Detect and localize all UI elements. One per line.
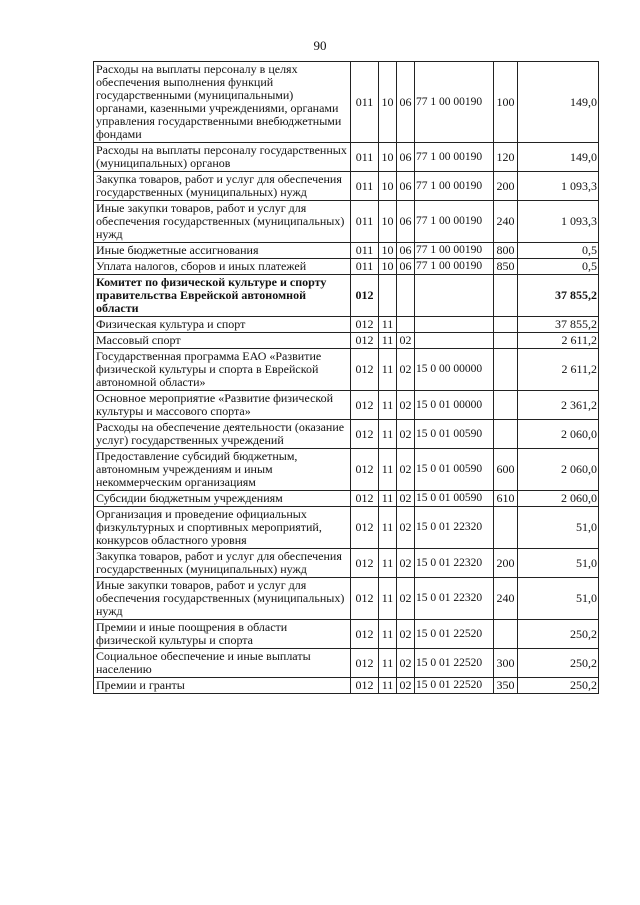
- budget-table-body: [94, 62, 599, 694]
- amount: 149,0: [518, 143, 599, 172]
- expense-type-code: [494, 333, 518, 349]
- expense-type-code: [494, 391, 518, 420]
- subsection-code: 02: [397, 349, 415, 391]
- amount: 250,2: [518, 620, 599, 649]
- table-row: [94, 507, 599, 549]
- expense-type-code: 300: [494, 649, 518, 678]
- amount: 37 855,2: [518, 275, 599, 317]
- subsection-code: 02: [397, 391, 415, 420]
- amount: 2 060,0: [518, 491, 599, 507]
- expense-type-code: [494, 317, 518, 333]
- section-code: 10: [379, 62, 397, 143]
- admin-code: 012: [351, 275, 379, 317]
- section-code: 10: [379, 143, 397, 172]
- table-row: [94, 649, 599, 678]
- target-article-code: [415, 275, 494, 317]
- section-code: 11: [379, 491, 397, 507]
- row-name: Премии и иные поощрения в области физической культуры и спорта: [94, 620, 351, 649]
- subsection-code: 06: [397, 243, 415, 259]
- table-row: [94, 549, 599, 578]
- subsection-code: 06: [397, 62, 415, 143]
- admin-code: 012: [351, 649, 379, 678]
- amount: 250,2: [518, 649, 599, 678]
- row-name: Массовый спорт: [94, 333, 351, 349]
- target-article-code: 77 1 00 00190: [415, 243, 494, 259]
- section-code: 10: [379, 243, 397, 259]
- expense-type-code: [494, 420, 518, 449]
- row-name: Государственная программа ЕАО «Развитие физической культуры и спорта в Еврейской автономной области»: [94, 349, 351, 391]
- table-row: [94, 62, 599, 143]
- admin-code: 011: [351, 259, 379, 275]
- table-row: [94, 259, 599, 275]
- section-code: 11: [379, 349, 397, 391]
- admin-code: 012: [351, 420, 379, 449]
- table-row: [94, 275, 599, 317]
- section-code: 10: [379, 172, 397, 201]
- target-article-code: 77 1 00 00190: [415, 201, 494, 243]
- table-row: [94, 243, 599, 259]
- table-row: [94, 620, 599, 649]
- section-code: 11: [379, 333, 397, 349]
- row-name: Организация и проведение официальных физкультурных и спортивных мероприятий, конкурсов областного уровня: [94, 507, 351, 549]
- table-row: [94, 143, 599, 172]
- section-code: 11: [379, 549, 397, 578]
- row-name: Основное мероприятие «Развитие физической культуры и массового спорта»: [94, 391, 351, 420]
- subsection-code: [397, 317, 415, 333]
- amount: 51,0: [518, 507, 599, 549]
- admin-code: 012: [351, 507, 379, 549]
- budget-table: [93, 61, 599, 694]
- expense-type-code: 800: [494, 243, 518, 259]
- subsection-code: 02: [397, 507, 415, 549]
- target-article-code: 77 1 00 00190: [415, 62, 494, 143]
- admin-code: 012: [351, 317, 379, 333]
- row-name: Предоставление субсидий бюджетным, автономным учреждениям и иным некоммерческим организациям: [94, 449, 351, 491]
- row-name: Иные бюджетные ассигнования: [94, 243, 351, 259]
- expense-type-code: 350: [494, 678, 518, 694]
- subsection-code: [397, 275, 415, 317]
- target-article-code: 77 1 00 00190: [415, 259, 494, 275]
- section-code: 11: [379, 449, 397, 491]
- admin-code: 012: [351, 333, 379, 349]
- table-row: [94, 420, 599, 449]
- target-article-code: 15 0 01 00590: [415, 449, 494, 491]
- target-article-code: 15 0 01 00590: [415, 491, 494, 507]
- expense-type-code: 200: [494, 549, 518, 578]
- row-name: Уплата налогов, сборов и иных платежей: [94, 259, 351, 275]
- row-name: Субсидии бюджетным учреждениям: [94, 491, 351, 507]
- expense-type-code: 240: [494, 201, 518, 243]
- expense-type-code: 240: [494, 578, 518, 620]
- page-number: 90: [313, 38, 327, 53]
- row-name: Физическая культура и спорт: [94, 317, 351, 333]
- section-code: 11: [379, 391, 397, 420]
- expense-type-code: 200: [494, 172, 518, 201]
- expense-type-code: 100: [494, 62, 518, 143]
- amount: 149,0: [518, 62, 599, 143]
- admin-code: 012: [351, 391, 379, 420]
- section-code: 11: [379, 678, 397, 694]
- admin-code: 011: [351, 143, 379, 172]
- subsection-code: 06: [397, 259, 415, 275]
- amount: 2 060,0: [518, 420, 599, 449]
- amount: 0,5: [518, 259, 599, 275]
- row-name: Закупка товаров, работ и услуг для обеспечения государственных (муниципальных) нужд: [94, 172, 351, 201]
- row-name: Расходы на выплаты персоналу государственных (муниципальных) органов: [94, 143, 351, 172]
- section-code: 10: [379, 259, 397, 275]
- amount: 51,0: [518, 578, 599, 620]
- section-code: [379, 275, 397, 317]
- amount: 51,0: [518, 549, 599, 578]
- subsection-code: 02: [397, 678, 415, 694]
- section-code: 11: [379, 649, 397, 678]
- row-name: Иные закупки товаров, работ и услуг для обеспечения государственных (муниципальных) нужд: [94, 201, 351, 243]
- amount: 0,5: [518, 243, 599, 259]
- table-row: [94, 491, 599, 507]
- target-article-code: 15 0 01 22320: [415, 507, 494, 549]
- expense-type-code: 610: [494, 491, 518, 507]
- row-name: Премии и гранты: [94, 678, 351, 694]
- target-article-code: 15 0 00 00000: [415, 349, 494, 391]
- admin-code: 012: [351, 678, 379, 694]
- target-article-code: 77 1 00 00190: [415, 143, 494, 172]
- section-code: 10: [379, 201, 397, 243]
- target-article-code: 15 0 01 22520: [415, 649, 494, 678]
- admin-code: 011: [351, 201, 379, 243]
- amount: 37 855,2: [518, 317, 599, 333]
- amount: 2 060,0: [518, 449, 599, 491]
- subsection-code: 02: [397, 449, 415, 491]
- row-name: Закупка товаров, работ и услуг для обеспечения государственных (муниципальных) нужд: [94, 549, 351, 578]
- subsection-code: 02: [397, 333, 415, 349]
- admin-code: 011: [351, 62, 379, 143]
- subsection-code: 02: [397, 491, 415, 507]
- subsection-code: 02: [397, 578, 415, 620]
- amount: 1 093,3: [518, 172, 599, 201]
- expense-type-code: [494, 275, 518, 317]
- subsection-code: 02: [397, 649, 415, 678]
- section-code: 11: [379, 578, 397, 620]
- expense-type-code: 850: [494, 259, 518, 275]
- target-article-code: 15 0 01 00590: [415, 420, 494, 449]
- amount: 250,2: [518, 678, 599, 694]
- table-row: [94, 678, 599, 694]
- expense-type-code: [494, 507, 518, 549]
- admin-code: 011: [351, 243, 379, 259]
- section-code: 11: [379, 620, 397, 649]
- admin-code: 012: [351, 549, 379, 578]
- target-article-code: 15 0 01 00000: [415, 391, 494, 420]
- admin-code: 012: [351, 578, 379, 620]
- admin-code: 012: [351, 449, 379, 491]
- table-row: [94, 172, 599, 201]
- admin-code: 012: [351, 620, 379, 649]
- expense-type-code: [494, 620, 518, 649]
- target-article-code: [415, 317, 494, 333]
- amount: 1 093,3: [518, 201, 599, 243]
- expense-type-code: 120: [494, 143, 518, 172]
- expense-type-code: [494, 349, 518, 391]
- target-article-code: 15 0 01 22520: [415, 678, 494, 694]
- admin-code: 012: [351, 349, 379, 391]
- table-row: [94, 349, 599, 391]
- amount: 2 611,2: [518, 333, 599, 349]
- target-article-code: 15 0 01 22520: [415, 620, 494, 649]
- table-row: [94, 333, 599, 349]
- subsection-code: 06: [397, 201, 415, 243]
- subsection-code: 02: [397, 420, 415, 449]
- target-article-code: 77 1 00 00190: [415, 172, 494, 201]
- section-code: 11: [379, 507, 397, 549]
- target-article-code: 15 0 01 22320: [415, 549, 494, 578]
- amount: 2 361,2: [518, 391, 599, 420]
- expense-type-code: 600: [494, 449, 518, 491]
- table-row: [94, 578, 599, 620]
- subsection-code: 06: [397, 143, 415, 172]
- target-article-code: 15 0 01 22320: [415, 578, 494, 620]
- subsection-code: 06: [397, 172, 415, 201]
- section-code: 11: [379, 420, 397, 449]
- table-row: [94, 201, 599, 243]
- subsection-code: 02: [397, 549, 415, 578]
- row-name: Иные закупки товаров, работ и услуг для обеспечения государственных (муниципальных) нужд: [94, 578, 351, 620]
- subsection-code: 02: [397, 620, 415, 649]
- table-row: [94, 449, 599, 491]
- admin-code: 012: [351, 491, 379, 507]
- section-code: 11: [379, 317, 397, 333]
- amount: 2 611,2: [518, 349, 599, 391]
- row-name: Социальное обеспечение и иные выплаты населению: [94, 649, 351, 678]
- row-name: Комитет по физической культуре и спорту правительства Еврейской автономной области: [94, 275, 351, 317]
- table-row: [94, 391, 599, 420]
- row-name: Расходы на обеспечение деятельности (оказание услуг) государственных учреждений: [94, 420, 351, 449]
- row-name: Расходы на выплаты персоналу в целях обеспечения выполнения функций государственными (муниципальными) органами, казенными учреждениями, органами управления государственными внебюджетными фондами: [94, 62, 351, 143]
- table-row: [94, 317, 599, 333]
- target-article-code: [415, 333, 494, 349]
- admin-code: 011: [351, 172, 379, 201]
